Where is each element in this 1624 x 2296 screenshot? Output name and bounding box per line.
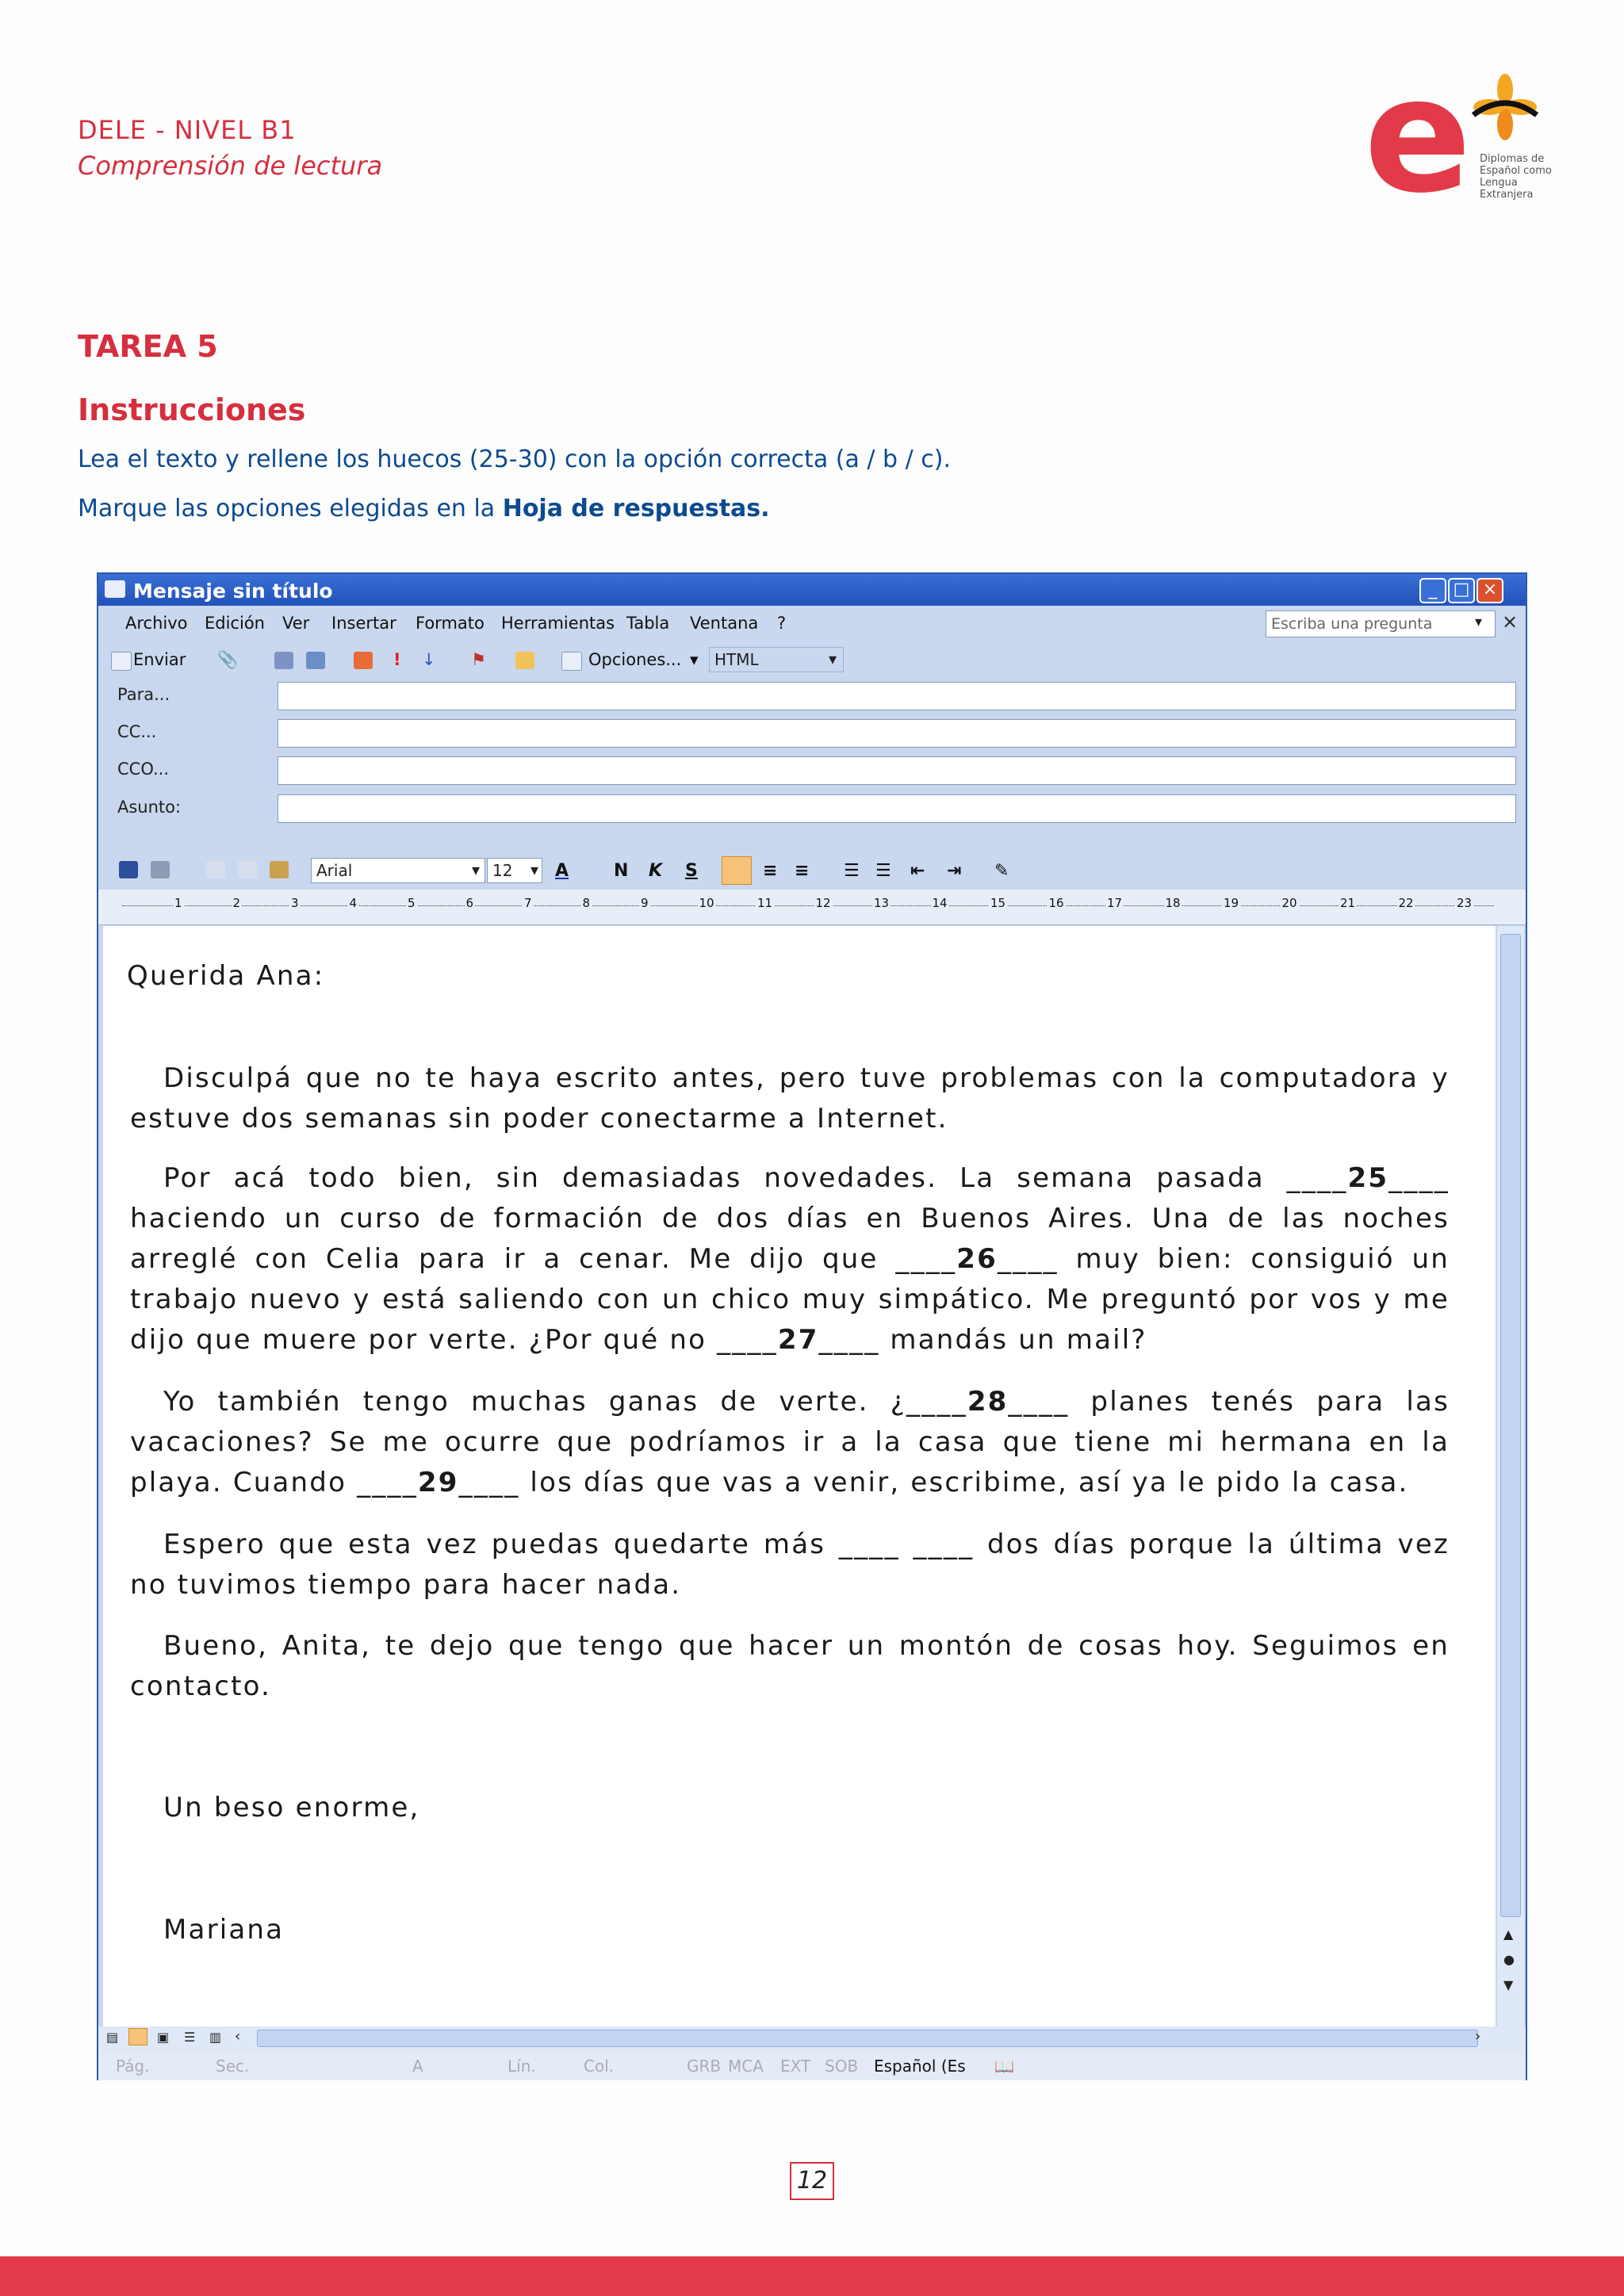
high-importance-icon[interactable]: ! — [393, 650, 401, 669]
ruler-number: 18 — [1165, 896, 1181, 910]
status-at: A — [412, 2057, 423, 2076]
menu-formato[interactable]: Formato — [416, 614, 485, 633]
size-dropdown-icon: ▾ — [530, 860, 538, 879]
letter-paragraph-4: Espero que esta vez puedas quedarte más ____ ____ dos días porque la última vez no tuvimos tiempo para hacer nada. — [130, 1529, 1450, 1601]
increase-indent-icon[interactable]: ⇥ — [947, 861, 962, 881]
letter-closing: Un beso enorme, — [163, 1792, 420, 1823]
exam-level-title: DELE - NIVEL B1 — [78, 115, 297, 145]
print-view-icon[interactable]: ▣ — [157, 2030, 170, 2045]
cc-input[interactable] — [278, 719, 1516, 748]
ruler-number: 8 — [582, 896, 591, 910]
to-row — [98, 677, 1526, 714]
menu-edicion[interactable]: Edición — [205, 614, 265, 633]
instruction-line-2-text: Marque las opciones elegidas en la — [78, 495, 503, 522]
ask-question-input[interactable]: Escriba una pregunta — [1266, 610, 1496, 637]
check-names-icon[interactable] — [306, 652, 325, 669]
answer-sheet-label: Hoja de respuestas. — [502, 495, 770, 522]
ruler-number: 9 — [641, 896, 649, 910]
title-bar — [98, 574, 1526, 606]
minimize-button[interactable]: _ — [1419, 578, 1446, 603]
address-book-icon[interactable] — [274, 652, 293, 669]
logo-line-3: Lengua — [1480, 177, 1518, 189]
underline-button[interactable]: S — [685, 861, 698, 881]
letter-paragraph-1: Disculpá que no te haya escrito antes, pero tuve problemas con la computadora y estuve dos semanas sin poder conectarme a Internet. — [130, 1062, 1450, 1135]
footer-bar — [0, 2256, 1624, 2296]
bcc-input[interactable] — [278, 756, 1516, 785]
letter-greeting: Querida Ana: — [127, 960, 325, 992]
instruction-line-2 — [78, 495, 770, 522]
logo-line-4: Extranjera — [1480, 189, 1534, 201]
p3-text-a: Yo también tengo muchas ganas de verte. ¿____ — [163, 1386, 967, 1418]
horizontal-scrollbar[interactable] — [98, 2026, 1526, 2050]
status-line: Lín. — [508, 2057, 536, 2076]
p2-text-c: ____ muy bien: consiguió un trabajo nuevo y está saliendo con un chico muy simpático. Me preguntó por vos y me dijo que muere por verte. ¿Por qué no ____ — [130, 1243, 1450, 1356]
ruler-number: 4 — [349, 896, 358, 910]
font-size-select[interactable] — [487, 858, 542, 883]
window-title: Mensaje sin título — [133, 580, 333, 603]
reading-view-icon[interactable]: ▥ — [209, 2030, 222, 2045]
message-format-select[interactable] — [709, 647, 844, 672]
ruler-number: 21 — [1340, 896, 1356, 910]
menu-bar — [98, 606, 1526, 642]
ruler-number: 1 — [174, 896, 182, 910]
maximize-button[interactable]: □ — [1448, 578, 1475, 603]
menu-archivo[interactable]: Archivo — [125, 614, 188, 633]
status-ext: EXT — [780, 2057, 811, 2076]
ruler-number: 22 — [1398, 896, 1414, 910]
gap-25: 25 — [1347, 1162, 1389, 1194]
status-bar — [98, 2050, 1526, 2080]
status-trk: MCA — [728, 2057, 764, 2076]
ruler-number: 3 — [291, 896, 299, 910]
ruler-number: 6 — [465, 896, 474, 910]
letter-paragraph-2 — [130, 1158, 1450, 1360]
logo-caption — [1480, 153, 1552, 201]
next-page-icon[interactable]: ▼ — [1503, 1977, 1514, 1992]
cut-icon[interactable] — [206, 861, 225, 878]
status-section: Sec. — [216, 2057, 250, 2076]
cc-label[interactable]: CC... — [117, 722, 157, 741]
ruler-number: 16 — [1048, 896, 1064, 910]
low-importance-icon[interactable]: ↓ — [422, 650, 436, 669]
font-dropdown-icon: ▾ — [471, 860, 480, 879]
standard-toolbar — [98, 642, 1526, 677]
flag-priority-icon[interactable] — [354, 652, 373, 669]
gap-26: 26 — [956, 1243, 998, 1275]
vertical-scroll-thumb[interactable] — [1500, 934, 1521, 1917]
instruction-line-1: Lea el texto y rellene los huecos (25-30) con la opción correcta (a / b / c). — [78, 446, 951, 473]
mail-icon — [105, 580, 125, 598]
font-value: Arial — [316, 861, 353, 880]
p3-text-b: ____ planes tenés para las vacaciones? Se me ocurre que podríamos ir a la casa que tiene mi hermana en la playa. Cuando ____ — [130, 1386, 1450, 1498]
ask-dropdown-arrow-icon[interactable]: ▾ — [1475, 614, 1483, 630]
to-input[interactable] — [278, 682, 1516, 710]
scroll-right-icon[interactable]: › — [1475, 2028, 1481, 2045]
letter-signature: Mariana — [163, 1914, 285, 1946]
status-language[interactable]: Español (Es — [874, 2057, 966, 2076]
ruler-number: 20 — [1281, 896, 1297, 910]
bcc-label[interactable]: CCO... — [117, 760, 170, 779]
spelling-status-icon[interactable]: 📖 — [994, 2057, 1014, 2076]
ruler-number: 13 — [874, 896, 890, 910]
subject-input[interactable] — [278, 794, 1516, 823]
font-color-icon[interactable]: A — [555, 861, 569, 881]
ruler-number: 17 — [1107, 896, 1123, 910]
status-column: Col. — [584, 2057, 615, 2076]
italic-button[interactable]: K — [649, 861, 663, 881]
subject-row — [98, 790, 1526, 826]
to-label[interactable]: Para... — [117, 685, 170, 704]
ruler[interactable] — [98, 890, 1526, 925]
browse-object-icon[interactable]: ● — [1503, 1952, 1515, 1967]
decrease-indent-icon[interactable]: ⇤ — [910, 861, 925, 881]
gap-27: 27 — [777, 1324, 819, 1356]
ruler-number: 23 — [1457, 896, 1473, 910]
page-number: 12 — [790, 2162, 834, 2200]
options-dropdown-icon[interactable]: ▾ — [690, 650, 699, 669]
folder-icon[interactable] — [515, 652, 534, 669]
ruler-number: 11 — [757, 896, 773, 910]
send-icon — [111, 652, 132, 671]
ruler-number: 5 — [408, 896, 416, 910]
ruler-number: 7 — [524, 896, 532, 910]
formatting-toolbar — [98, 851, 1526, 890]
status-ovr: SOB — [825, 2057, 859, 2076]
logo-line-1: Diplomas de — [1480, 153, 1545, 165]
letter-paragraph-3 — [130, 1382, 1450, 1503]
web-view-icon[interactable] — [128, 2028, 147, 2045]
save-icon[interactable] — [119, 861, 138, 878]
options-button[interactable]: Opciones... — [588, 650, 682, 669]
numbered-list-icon[interactable]: ☰ — [844, 861, 860, 881]
font-size-value: 12 — [492, 861, 513, 880]
align-right-icon[interactable]: ≡ — [795, 861, 810, 881]
p2-text-b: ____ haciendo un curso de formación de dos días en Buenos Aires. Una de las noches arreglé con Celia para ir a cenar. Me dijo que ____ — [130, 1162, 1450, 1275]
ruler-number: 19 — [1224, 896, 1239, 910]
status-page: Pág. — [116, 2057, 150, 2076]
logo-line-2: Español como — [1480, 165, 1552, 177]
p2-text-d: ____ mandás un mail? — [818, 1324, 1147, 1356]
copy-icon[interactable] — [238, 861, 257, 878]
prev-page-icon[interactable]: ▲ — [1503, 1927, 1514, 1942]
format-dropdown-icon: ▾ — [828, 649, 837, 668]
task-title: TAREA 5 — [78, 329, 218, 364]
vertical-scrollbar[interactable] — [1497, 926, 1524, 2028]
instructions-heading: Instrucciones — [78, 392, 306, 427]
ruler-number: 12 — [815, 896, 831, 910]
exam-section-subtitle: Comprensión de lectura — [78, 151, 383, 181]
horizontal-scroll-thumb[interactable] — [257, 2028, 1481, 2047]
normal-view-icon[interactable]: ▤ — [106, 2030, 119, 2045]
highlight-icon[interactable]: ✎ — [994, 861, 1009, 881]
p2-text-a: Por acá todo bien, sin demasiadas novedades. La semana pasada ____ — [163, 1162, 1348, 1194]
ruler-number: 14 — [932, 896, 948, 910]
close-doc-icon[interactable]: × — [1502, 610, 1519, 633]
menu-help[interactable]: ? — [777, 614, 787, 633]
font-select[interactable] — [311, 858, 485, 883]
align-left-button[interactable] — [722, 856, 752, 885]
menu-ventana[interactable]: Ventana — [690, 614, 759, 633]
ruler-number: 2 — [232, 896, 241, 910]
bcc-row — [98, 752, 1526, 788]
subject-label: Asunto: — [117, 798, 182, 817]
send-button[interactable]: Enviar — [133, 650, 186, 669]
menu-herramientas[interactable]: Herramientas — [501, 614, 615, 633]
bold-button[interactable]: N — [614, 861, 629, 881]
menu-tabla[interactable]: Tabla — [626, 614, 670, 633]
svg-text:e: e — [1364, 71, 1472, 206]
attach-icon[interactable]: 📎 — [217, 650, 239, 669]
scroll-left-icon[interactable]: ‹ — [235, 2028, 241, 2045]
outline-view-icon[interactable]: ☰ — [184, 2030, 196, 2045]
options-icon — [561, 652, 582, 671]
status-rec: GRB — [687, 2057, 722, 2076]
gap-28: 28 — [967, 1386, 1009, 1418]
menu-ver[interactable]: Ver — [282, 614, 310, 633]
print-icon[interactable] — [151, 861, 170, 878]
follow-up-flag-icon[interactable]: ⚑ — [471, 650, 486, 669]
ruler-number: 10 — [699, 896, 714, 910]
letter-paragraph-5: Bueno, Anita, te dejo que tengo que hacer un montón de cosas hoy. Seguimos en contacto. — [130, 1630, 1450, 1702]
align-center-icon[interactable]: ≡ — [763, 861, 778, 881]
p3-text-c: ____ los días que vas a venir, escribime, así ya le pido la casa. — [458, 1467, 1409, 1498]
close-button[interactable]: × — [1477, 578, 1503, 603]
cc-row — [98, 714, 1526, 751]
gap-29: 29 — [417, 1467, 459, 1498]
paste-icon[interactable] — [270, 861, 289, 878]
menu-insertar[interactable]: Insertar — [331, 614, 396, 633]
ruler-number: 15 — [990, 896, 1006, 910]
bullet-list-icon[interactable]: ☰ — [875, 861, 891, 881]
message-format-value: HTML — [714, 650, 759, 669]
